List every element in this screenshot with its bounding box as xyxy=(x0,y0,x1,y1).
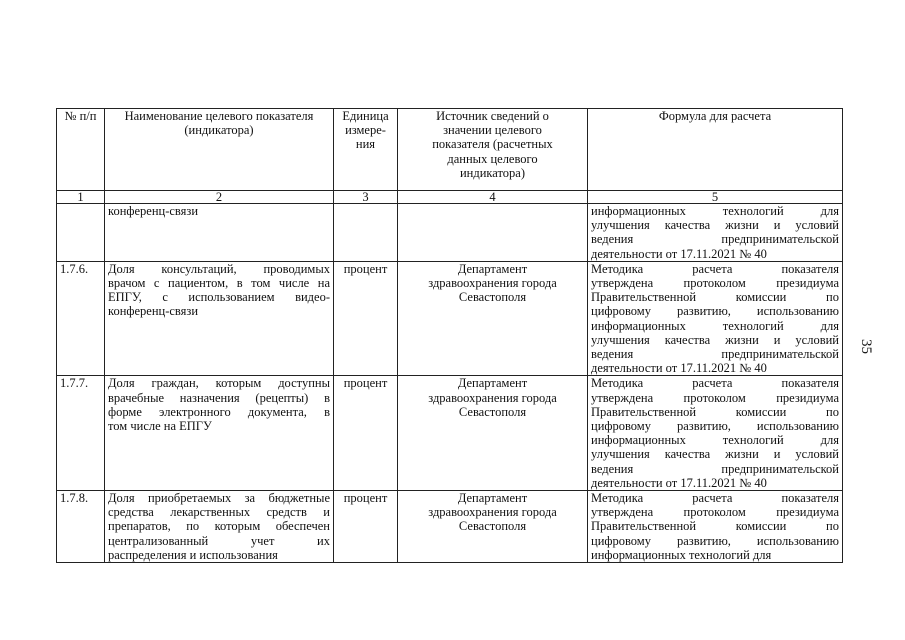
header-row xyxy=(57,109,843,191)
cell-line: Правительственной комиссии по xyxy=(591,290,839,305)
cell-line: деятельности от 17.11.2021 № 40 xyxy=(591,361,767,376)
column-number: 1 xyxy=(57,191,105,204)
column-number: 5 xyxy=(588,191,843,204)
cell-line: ЕПГУ, с использованием видео- xyxy=(108,290,330,305)
cell-line: деятельности от 17.11.2021 № 40 xyxy=(591,475,767,490)
cell-line: ведения предпринимательской xyxy=(591,347,839,362)
cell-line: том числе на ЕПГУ xyxy=(108,419,212,434)
header-unit-line: Единица xyxy=(342,109,389,123)
unit-cell: процент xyxy=(334,376,398,491)
cell-line: улучшения качества жизни и условий xyxy=(591,332,839,347)
indicator-name xyxy=(105,491,334,563)
column-number: 2 xyxy=(105,191,334,204)
cell-line: информационных технологий для xyxy=(591,318,839,333)
cell-line: деятельности от 17.11.2021 № 40 xyxy=(591,246,767,261)
table-row xyxy=(57,261,843,376)
formula-cell xyxy=(588,204,843,262)
indicator-name xyxy=(105,261,334,376)
header-source-line: Источник сведений о xyxy=(436,109,549,123)
row-number: 1.7.8. xyxy=(57,491,105,563)
indicator-name xyxy=(105,376,334,491)
cell-line: ведения предпринимательской xyxy=(591,232,839,247)
cell-line: централизованный учет их xyxy=(108,533,330,548)
cell-line: информационных технологий для xyxy=(591,547,772,562)
header-unit-line: измере- xyxy=(345,123,386,138)
formula-cell xyxy=(588,376,843,491)
cell-line: Департамент xyxy=(457,261,528,276)
cell-line: Методика расчета показателя xyxy=(591,491,839,506)
cell-line: здравоохранения города xyxy=(428,505,557,520)
cell-line: утверждена протоколом президиума xyxy=(591,390,839,405)
cell-line: Севастополя xyxy=(458,519,527,534)
cell-line: врачом с пациентом, в том числе на xyxy=(108,276,330,291)
unit-cell: процент xyxy=(334,491,398,563)
indicator-name xyxy=(105,204,334,262)
source-cell xyxy=(398,204,588,262)
cell-line: Доля консультаций, проводимых xyxy=(108,261,330,276)
cell-line: утверждена протоколом президиума xyxy=(591,276,839,291)
table-row xyxy=(57,204,843,262)
table-row xyxy=(57,491,843,563)
cell-line: ведения предпринимательской xyxy=(591,461,839,476)
column-number: 4 xyxy=(398,191,588,204)
cell-line: цифровому развитию, использованию xyxy=(591,533,839,548)
cell-line: Севастополя xyxy=(458,290,527,305)
header-name xyxy=(105,109,334,191)
cell-line: Доля приобретаемых за бюджетные xyxy=(108,491,330,506)
cell-line: Севастополя xyxy=(458,404,527,419)
row-number xyxy=(57,204,105,262)
cell-line: здравоохранения города xyxy=(428,276,557,291)
cell-line: информационных технологий для xyxy=(591,204,839,218)
cell-line: улучшения качества жизни и условий xyxy=(591,447,839,462)
table-row xyxy=(57,376,843,491)
cell-line: распределения и использования xyxy=(108,547,278,562)
cell-line: утверждена протоколом президиума xyxy=(591,505,839,520)
cell-line: Правительственной комиссии по xyxy=(591,404,839,419)
formula-cell xyxy=(588,491,843,563)
header-name-line: Наименование целевого показателя xyxy=(124,109,314,123)
header-unit xyxy=(334,109,398,191)
formula-cell xyxy=(588,261,843,376)
header-source xyxy=(398,109,588,191)
cell-line: Методика расчета показателя xyxy=(591,261,839,276)
cell-line: Доля граждан, которым доступны xyxy=(108,376,330,391)
unit-cell xyxy=(334,204,398,262)
source-cell xyxy=(398,261,588,376)
cell-line: препаратов, по которым обеспечен xyxy=(108,519,330,534)
header-source-line: данных целевого xyxy=(447,151,538,166)
row-number: 1.7.6. xyxy=(57,261,105,376)
unit-cell: процент xyxy=(334,261,398,376)
cell-line: цифровому развитию, использованию xyxy=(591,304,839,319)
header-formula: Формула для расчета xyxy=(588,109,843,191)
source-cell xyxy=(398,491,588,563)
column-number-row xyxy=(57,191,843,204)
cell-line: здравоохранения города xyxy=(428,390,557,405)
cell-line: Департамент xyxy=(457,491,528,506)
cell-line: Департамент xyxy=(457,376,528,391)
cell-line: улучшения качества жизни и условий xyxy=(591,218,839,233)
cell-line: Правительственной комиссии по xyxy=(591,519,839,534)
cell-line: цифровому развитию, использованию xyxy=(591,419,839,434)
header-source-line: значении целевого xyxy=(443,123,542,138)
row-number: 1.7.7. xyxy=(57,376,105,491)
cell-line: средства лекарственных средств и xyxy=(108,505,330,520)
source-cell xyxy=(398,376,588,491)
column-number: 3 xyxy=(334,191,398,204)
cell-line: конференц-связи xyxy=(108,304,199,319)
header-unit-line: ния xyxy=(355,137,376,152)
header-source-line: индикатора) xyxy=(459,165,526,180)
cell-line: информационных технологий для xyxy=(591,433,839,448)
header-source-line: показателя (расчетных xyxy=(432,137,553,152)
indicators-table xyxy=(56,108,843,563)
header-num: № п/п xyxy=(57,109,105,191)
cell-line: врачебные назначения (рецепты) в xyxy=(108,390,330,405)
cell-line: Методика расчета показателя xyxy=(591,376,839,391)
page-number: 35 xyxy=(858,339,874,354)
cell-line: конференц-связи xyxy=(108,204,199,218)
header-name-line: (индикатора) xyxy=(184,123,254,138)
cell-line: форме электронного документа, в xyxy=(108,404,330,419)
